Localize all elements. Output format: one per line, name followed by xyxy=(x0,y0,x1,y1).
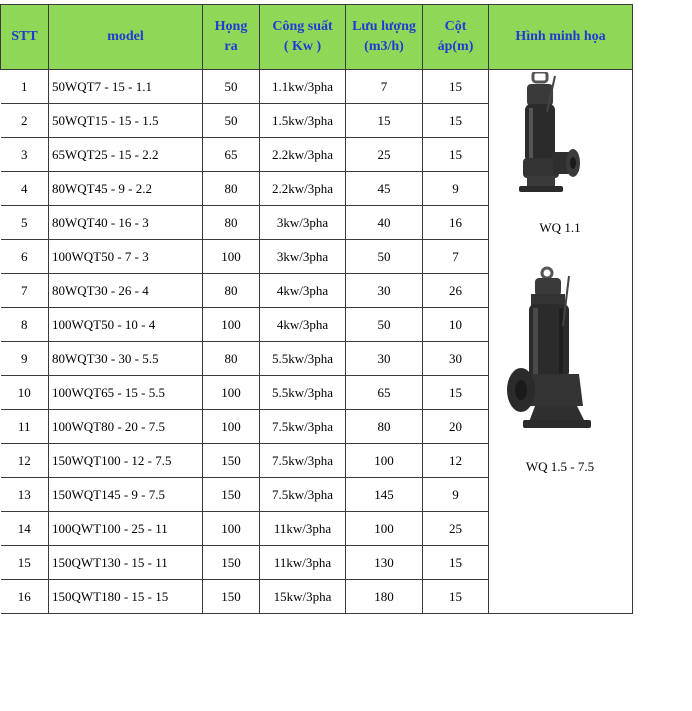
cell-head: 15 xyxy=(423,580,489,614)
cell-model: 150WQT145 - 9 - 7.5 xyxy=(49,478,203,512)
cell-model: 80WQT45 - 9 - 2.2 xyxy=(49,172,203,206)
cell-head: 16 xyxy=(423,206,489,240)
cell-power: 5.5kw/3pha xyxy=(260,376,346,410)
cell-outlet: 150 xyxy=(203,444,260,478)
cell-stt: 6 xyxy=(1,240,49,274)
header-flow xyxy=(346,5,423,70)
cell-power: 2.2kw/3pha xyxy=(260,172,346,206)
cell-power: 7.5kw/3pha xyxy=(260,444,346,478)
table-row xyxy=(1,70,633,104)
cell-model: 50WQT15 - 15 - 1.5 xyxy=(49,104,203,138)
cell-power: 4kw/3pha xyxy=(260,308,346,342)
cell-model: 100WQT50 - 7 - 3 xyxy=(49,240,203,274)
cell-flow: 180 xyxy=(346,580,423,614)
cell-flow: 80 xyxy=(346,410,423,444)
cell-power: 2.2kw/3pha xyxy=(260,138,346,172)
cell-model: 150WQT100 - 12 - 7.5 xyxy=(49,444,203,478)
header-head-line2: áp(m) xyxy=(437,39,474,54)
cell-flow: 15 xyxy=(346,104,423,138)
cell-stt: 1 xyxy=(1,70,49,104)
cell-power: 3kw/3pha xyxy=(260,240,346,274)
cell-power: 3kw/3pha xyxy=(260,206,346,240)
cell-model: 80WQT30 - 26 - 4 xyxy=(49,274,203,308)
cell-stt: 11 xyxy=(1,410,49,444)
cell-flow: 65 xyxy=(346,376,423,410)
cell-outlet: 150 xyxy=(203,478,260,512)
header-flow-line2: (m3/h) xyxy=(364,39,404,54)
cell-head: 20 xyxy=(423,410,489,444)
cell-flow: 145 xyxy=(346,478,423,512)
cell-outlet: 150 xyxy=(203,546,260,580)
cell-head: 12 xyxy=(423,444,489,478)
cell-outlet: 100 xyxy=(203,376,260,410)
caption-small: WQ 1.1 xyxy=(539,220,581,235)
header-model: model xyxy=(49,5,203,70)
cell-power: 15kw/3pha xyxy=(260,580,346,614)
cell-stt: 4 xyxy=(1,172,49,206)
cell-stt: 8 xyxy=(1,308,49,342)
cell-outlet: 80 xyxy=(203,342,260,376)
cell-outlet: 100 xyxy=(203,512,260,546)
cell-model: 100QWT100 - 25 - 11 xyxy=(49,512,203,546)
header-row xyxy=(1,5,633,70)
cell-model: 80WQT30 - 30 - 5.5 xyxy=(49,342,203,376)
header-flow-line1: Lưu lượng xyxy=(352,19,416,34)
cell-flow: 30 xyxy=(346,274,423,308)
cell-power: 11kw/3pha xyxy=(260,546,346,580)
cell-head: 25 xyxy=(423,512,489,546)
cell-head: 15 xyxy=(423,376,489,410)
header-outlet-line2: ra xyxy=(224,39,238,54)
header-stt: STT xyxy=(1,5,49,70)
cell-stt: 2 xyxy=(1,104,49,138)
cell-outlet: 50 xyxy=(203,70,260,104)
illustration-cell xyxy=(489,70,633,614)
header-outlet xyxy=(203,5,260,70)
cell-model: 50WQT7 - 15 - 1.1 xyxy=(49,70,203,104)
cell-head: 15 xyxy=(423,546,489,580)
cell-outlet: 50 xyxy=(203,104,260,138)
cell-flow: 7 xyxy=(346,70,423,104)
cell-flow: 40 xyxy=(346,206,423,240)
cell-head: 15 xyxy=(423,70,489,104)
cell-outlet: 65 xyxy=(203,138,260,172)
cell-outlet: 80 xyxy=(203,274,260,308)
cell-model: 150QWT180 - 15 - 15 xyxy=(49,580,203,614)
cell-power: 4kw/3pha xyxy=(260,274,346,308)
header-power xyxy=(260,5,346,70)
cell-outlet: 80 xyxy=(203,172,260,206)
cell-stt: 7 xyxy=(1,274,49,308)
cell-head: 30 xyxy=(423,342,489,376)
cell-model: 150QWT130 - 15 - 11 xyxy=(49,546,203,580)
cell-power: 7.5kw/3pha xyxy=(260,410,346,444)
cell-stt: 13 xyxy=(1,478,49,512)
cell-stt: 14 xyxy=(1,512,49,546)
header-outlet-line1: Họng xyxy=(214,19,248,34)
cell-head: 9 xyxy=(423,172,489,206)
header-power-line2: ( Kw ) xyxy=(283,39,322,54)
pump-small-image xyxy=(517,72,583,204)
cell-flow: 25 xyxy=(346,138,423,172)
cell-power: 1.1kw/3pha xyxy=(260,70,346,104)
header-power-line1: Công suất xyxy=(272,19,333,34)
cell-outlet: 100 xyxy=(203,308,260,342)
cell-power: 1.5kw/3pha xyxy=(260,104,346,138)
cell-flow: 30 xyxy=(346,342,423,376)
cell-model: 100WQT50 - 10 - 4 xyxy=(49,308,203,342)
cell-head: 7 xyxy=(423,240,489,274)
cell-model: 80WQT40 - 16 - 3 xyxy=(49,206,203,240)
cell-stt: 5 xyxy=(1,206,49,240)
cell-stt: 12 xyxy=(1,444,49,478)
cell-outlet: 80 xyxy=(203,206,260,240)
caption-large: WQ 1.5 - 7.5 xyxy=(525,459,595,474)
cell-model: 100WQT65 - 15 - 5.5 xyxy=(49,376,203,410)
cell-flow: 100 xyxy=(346,444,423,478)
cell-outlet: 100 xyxy=(203,240,260,274)
cell-flow: 100 xyxy=(346,512,423,546)
cell-model: 65WQT25 - 15 - 2.2 xyxy=(49,138,203,172)
cell-stt: 15 xyxy=(1,546,49,580)
cell-flow: 50 xyxy=(346,240,423,274)
cell-stt: 3 xyxy=(1,138,49,172)
header-illustration: Hình minh họa xyxy=(489,5,633,70)
cell-stt: 10 xyxy=(1,376,49,410)
cell-outlet: 100 xyxy=(203,410,260,444)
cell-power: 11kw/3pha xyxy=(260,512,346,546)
cell-flow: 45 xyxy=(346,172,423,206)
cell-power: 5.5kw/3pha xyxy=(260,342,346,376)
cell-stt: 16 xyxy=(1,580,49,614)
cell-power: 7.5kw/3pha xyxy=(260,478,346,512)
cell-outlet: 150 xyxy=(203,580,260,614)
cell-head: 9 xyxy=(423,478,489,512)
cell-head: 15 xyxy=(423,138,489,172)
header-head xyxy=(423,5,489,70)
cell-flow: 50 xyxy=(346,308,423,342)
cell-head: 15 xyxy=(423,104,489,138)
pump-spec-table xyxy=(0,4,633,614)
header-head-line1: Cột xyxy=(444,19,467,34)
cell-flow: 130 xyxy=(346,546,423,580)
cell-head: 26 xyxy=(423,274,489,308)
cell-model: 100WQT80 - 20 - 7.5 xyxy=(49,410,203,444)
cell-stt: 9 xyxy=(1,342,49,376)
pump-large-image xyxy=(505,266,605,440)
cell-head: 10 xyxy=(423,308,489,342)
